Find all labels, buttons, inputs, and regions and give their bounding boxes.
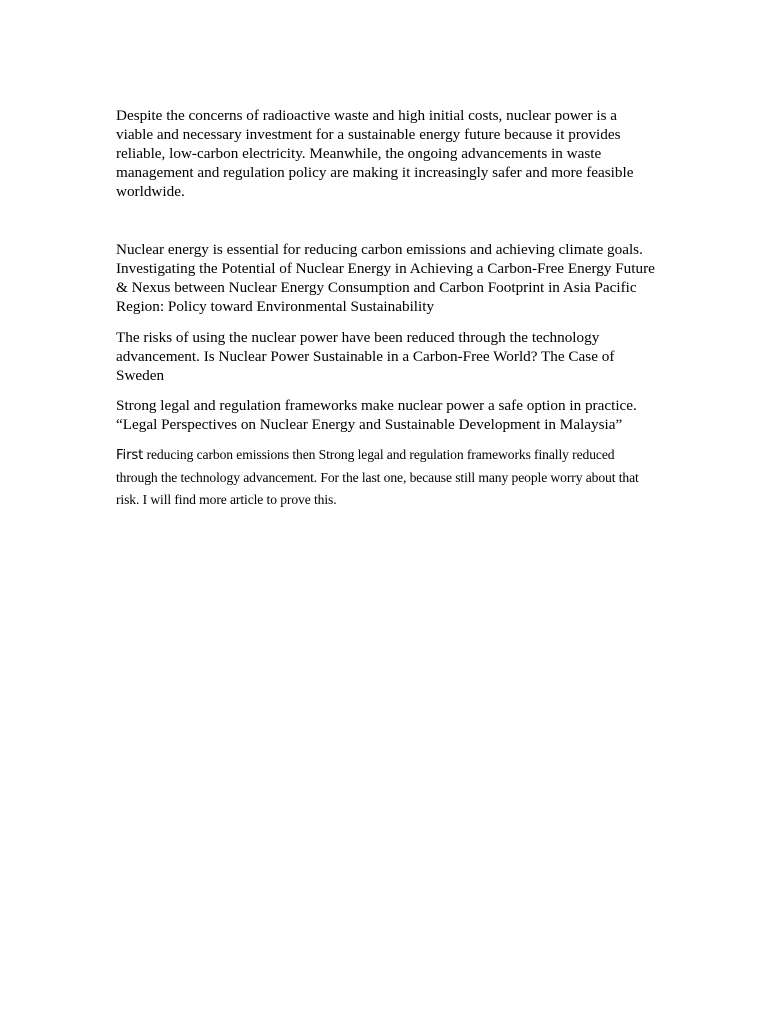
point-one-paragraph: Nuclear energy is essential for reducing carbon emissions and achieving climate goals. Investigating the Potential of Nuclear Energy in Achieving a Carbon-Free Energy Future & Nexus between Nuclear Energy Consumption and Carbon Footprint in Asia Pacific Region: Policy toward Environmental Sustainability <box>116 241 655 315</box>
note-paragraph <box>116 444 656 511</box>
note-lead-word: First <box>116 448 144 463</box>
point-three-paragraph: Strong legal and regulation frameworks make nuclear power a safe option in practice. “Legal Perspectives on Nuclear Energy and Sustainable Development in Malaysia” <box>116 397 637 433</box>
note-body: reducing carbon emissions then Strong legal and regulation frameworks finally reduced through the technology advancement. For the last one, because still many people worry about that risk. I will find more article to prove this. <box>116 447 639 507</box>
point-two-paragraph: The risks of using the nuclear power have been reduced through the technology advancement. Is Nuclear Power Sustainable in a Carbon-Free World? The Case of Sweden <box>116 329 615 384</box>
thesis-paragraph: Despite the concerns of radioactive waste and high initial costs, nuclear power is a viable and necessary investment for a sustainable energy future because it provides reliable, low-carbon electricity. Meanwhile, the ongoing advancements in waste management and regulation policy are making it increasingly safer and more feasible worldwide. <box>116 107 634 200</box>
